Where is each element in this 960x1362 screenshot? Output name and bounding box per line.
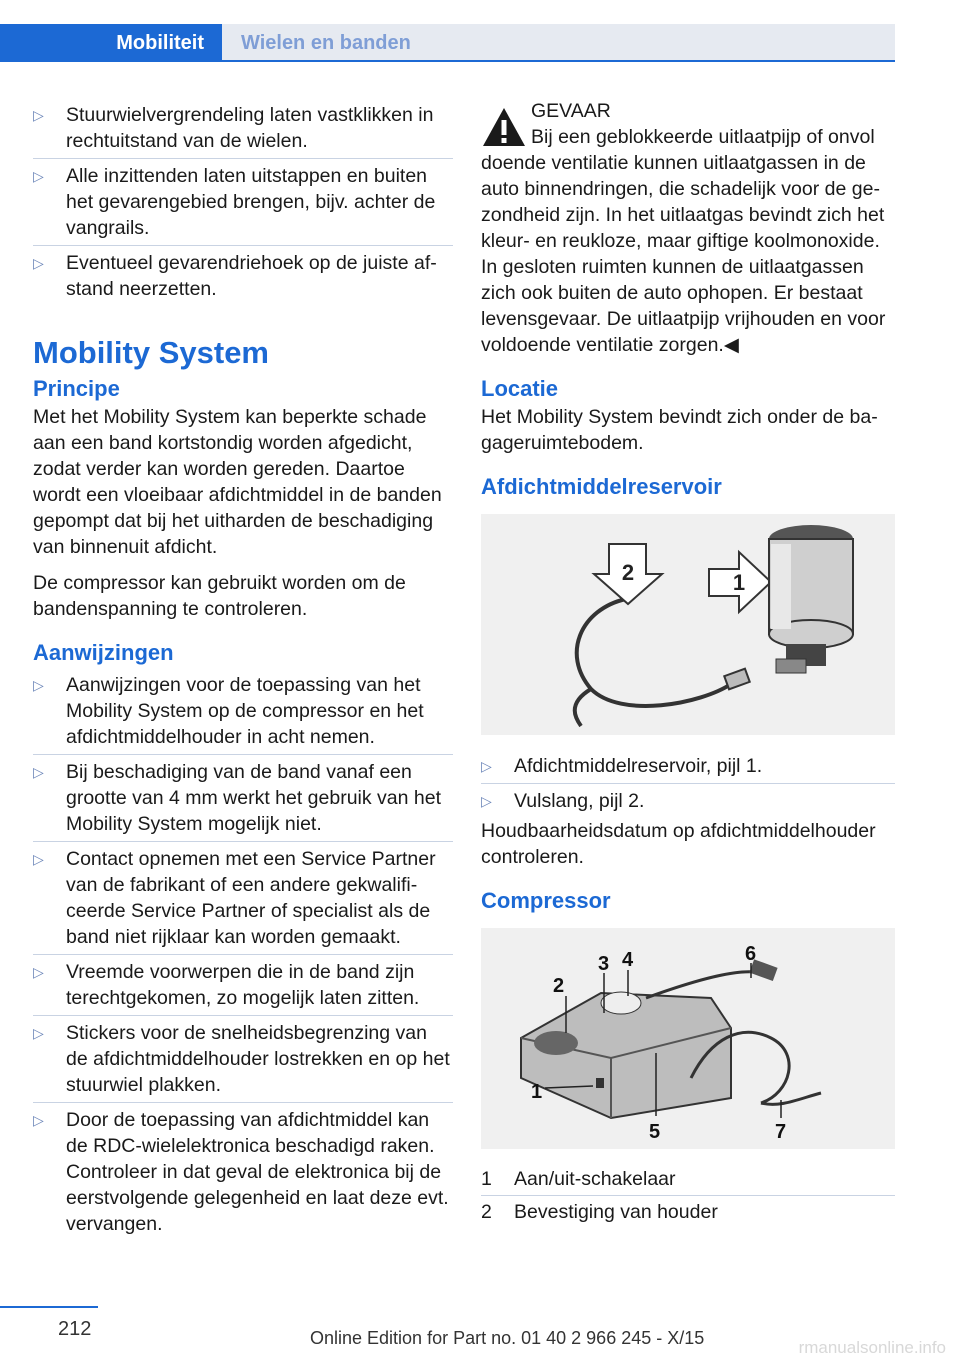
triangle-bullet-icon: ▷ xyxy=(33,677,44,693)
reservoir-heading: Afdichtmiddelreservoir xyxy=(481,474,722,499)
principe-heading: Principe xyxy=(33,376,120,401)
legend-row xyxy=(481,1163,895,1196)
warning-heading: GEVAAR xyxy=(531,100,611,122)
page-number: 212 xyxy=(58,1318,92,1340)
edition-footer: Online Edition for Part no. 01 40 2 966 245 - X/15 xyxy=(310,1328,705,1348)
triangle-bullet-icon: ▷ xyxy=(33,964,44,980)
warning-text-first-line: Bij een geblokkeerde uitlaatpijp of onvol xyxy=(531,126,875,148)
warning-box xyxy=(481,98,895,358)
warning-text: doende ventilatie kunnen uitlaatgassen in de auto binnendringen, die schadelijk voor de gezondheid zijn. In het uitlaatgas bevindt zich het kleur- en reukloze, maar giftige koolmonoxide. In gesloten ruimten kunnen de uitlaatgassen zich ook buiten de auto ophopen. Er bestaat levensgevaar. De uitlaatpijp vrijhouden en voor voldoende ventilatie zorgen.◀ xyxy=(481,152,886,356)
triangle-bullet-icon: ▷ xyxy=(33,255,44,271)
callout-7: 7 xyxy=(775,1121,787,1143)
callout-2: 2 xyxy=(553,975,565,997)
list-item: ▷ Alle inzittenden laten uitstappen en buiten het gevarengebied brengen, bijv. achter de vangrails. xyxy=(33,159,453,246)
arrow-label-2: 2 xyxy=(621,560,635,585)
legend-row xyxy=(481,1196,895,1228)
left-column xyxy=(33,98,453,1241)
reservoir-drawing xyxy=(481,514,895,735)
page-number-rule xyxy=(0,1306,98,1308)
reservoir-note: Houdbaarheidsdatum op afdichtmiddelhouder controleren. xyxy=(481,820,876,868)
right-column xyxy=(481,98,895,1228)
callout-4: 4 xyxy=(622,949,634,971)
callout-6: 6 xyxy=(745,943,757,965)
principe-paragraph-2: De compressor kan gebruikt worden om de bandenspanning te controleren. xyxy=(33,572,406,620)
list-item: ▷ Stuurwielvergrendeling laten vastklikken in rechtuitstand van de wielen. xyxy=(33,98,453,159)
reservoir-illustration xyxy=(481,514,895,735)
triangle-bullet-icon: ▷ xyxy=(33,1112,44,1128)
list-item: ▷ Aanwijzingen voor de toepassing van het Mobility System op de compressor en het afdichtmiddelhouder in acht nemen. xyxy=(33,668,453,755)
triangle-bullet-icon: ▷ xyxy=(33,1025,44,1041)
intro-bullet-list xyxy=(33,98,453,306)
compressor-illustration xyxy=(481,928,895,1149)
list-item: ▷ Vulslang, pijl 2. xyxy=(481,790,645,812)
aanwijzingen-heading: Aanwijzingen xyxy=(33,640,174,665)
list-item: ▷ Afdichtmiddelreservoir, pijl 1. xyxy=(481,749,895,784)
list-item: ▷ Door de toepassing van afdichtmiddel kan de RDC-wielelektronica beschadigd raken. Controleer in dat geval de elektronica bij de eerstvolgende gelegenheid en laat deze evt. vervangen. xyxy=(33,1109,449,1235)
list-item: ▷ Stickers voor de snelheidsbegrenzing van de afdichtmiddelhouder lostrekken en op het stuurwiel plakken. xyxy=(33,1016,453,1103)
triangle-bullet-icon: ▷ xyxy=(33,168,44,184)
tab-underline xyxy=(0,60,895,62)
tab-wielen-en-banden[interactable]: Wielen en banden xyxy=(222,24,895,62)
triangle-bullet-icon: ▷ xyxy=(481,758,492,774)
locatie-heading: Locatie xyxy=(481,376,559,401)
triangle-bullet-icon: ▷ xyxy=(33,764,44,780)
list-item: ▷ Eventueel gevarendriehoek op de juiste afstand neerzetten. xyxy=(33,252,437,300)
callout-5: 5 xyxy=(649,1121,661,1143)
list-item: ▷ Bij beschadiging van de band vanaf een grootte van 4 mm werkt het gebruik van het Mobility System mogelijk niet. xyxy=(33,755,453,842)
callout-3: 3 xyxy=(598,953,610,975)
compressor-drawing xyxy=(481,928,895,1149)
chapter-tabs xyxy=(0,0,895,62)
aanwijzingen-bullet-list xyxy=(33,668,453,1241)
list-item: ▷ Contact opnemen met een Service Partner van de fabrikant of een andere gekwalificeerde Service Partner of specialist als de band niet rijklaar kan worden gemaakt. xyxy=(33,842,453,955)
warning-triangle-icon xyxy=(481,106,527,148)
watermark: rmanualsonline.info xyxy=(798,1338,946,1357)
section-title: Mobility System xyxy=(33,335,269,370)
legend-number: 2 xyxy=(481,1201,492,1223)
triangle-bullet-icon: ▷ xyxy=(33,107,44,123)
compressor-heading: Compressor xyxy=(481,888,611,913)
legend-number: 1 xyxy=(481,1168,492,1190)
tab-mobiliteit[interactable]: Mobiliteit xyxy=(0,24,222,62)
arrow-label-1: 1 xyxy=(732,570,746,595)
legend-text: Aan/uit-schakelaar xyxy=(514,1168,676,1190)
principe-paragraph-1: Met het Mobility System kan beperkte schade aan een band kortstondig worden afgedicht, zodat verder kan worden gereden. Daartoe wordt een vloeibaar afdichtmiddel in de banden gepompt dat bij het uitharden de beschadiging van binnenuit afdicht. xyxy=(33,406,442,558)
locatie-text: Het Mobility System bevindt zich onder de bagageruimtebodem. xyxy=(481,406,878,454)
triangle-bullet-icon: ▷ xyxy=(481,793,492,809)
list-item: ▷ Vreemde voorwerpen die in de band zijn terechtgekomen, zo mogelijk laten zitten. xyxy=(33,955,453,1016)
triangle-bullet-icon: ▷ xyxy=(33,851,44,867)
callout-1: 1 xyxy=(531,1081,543,1103)
legend-text: Bevestiging van houder xyxy=(514,1201,718,1223)
